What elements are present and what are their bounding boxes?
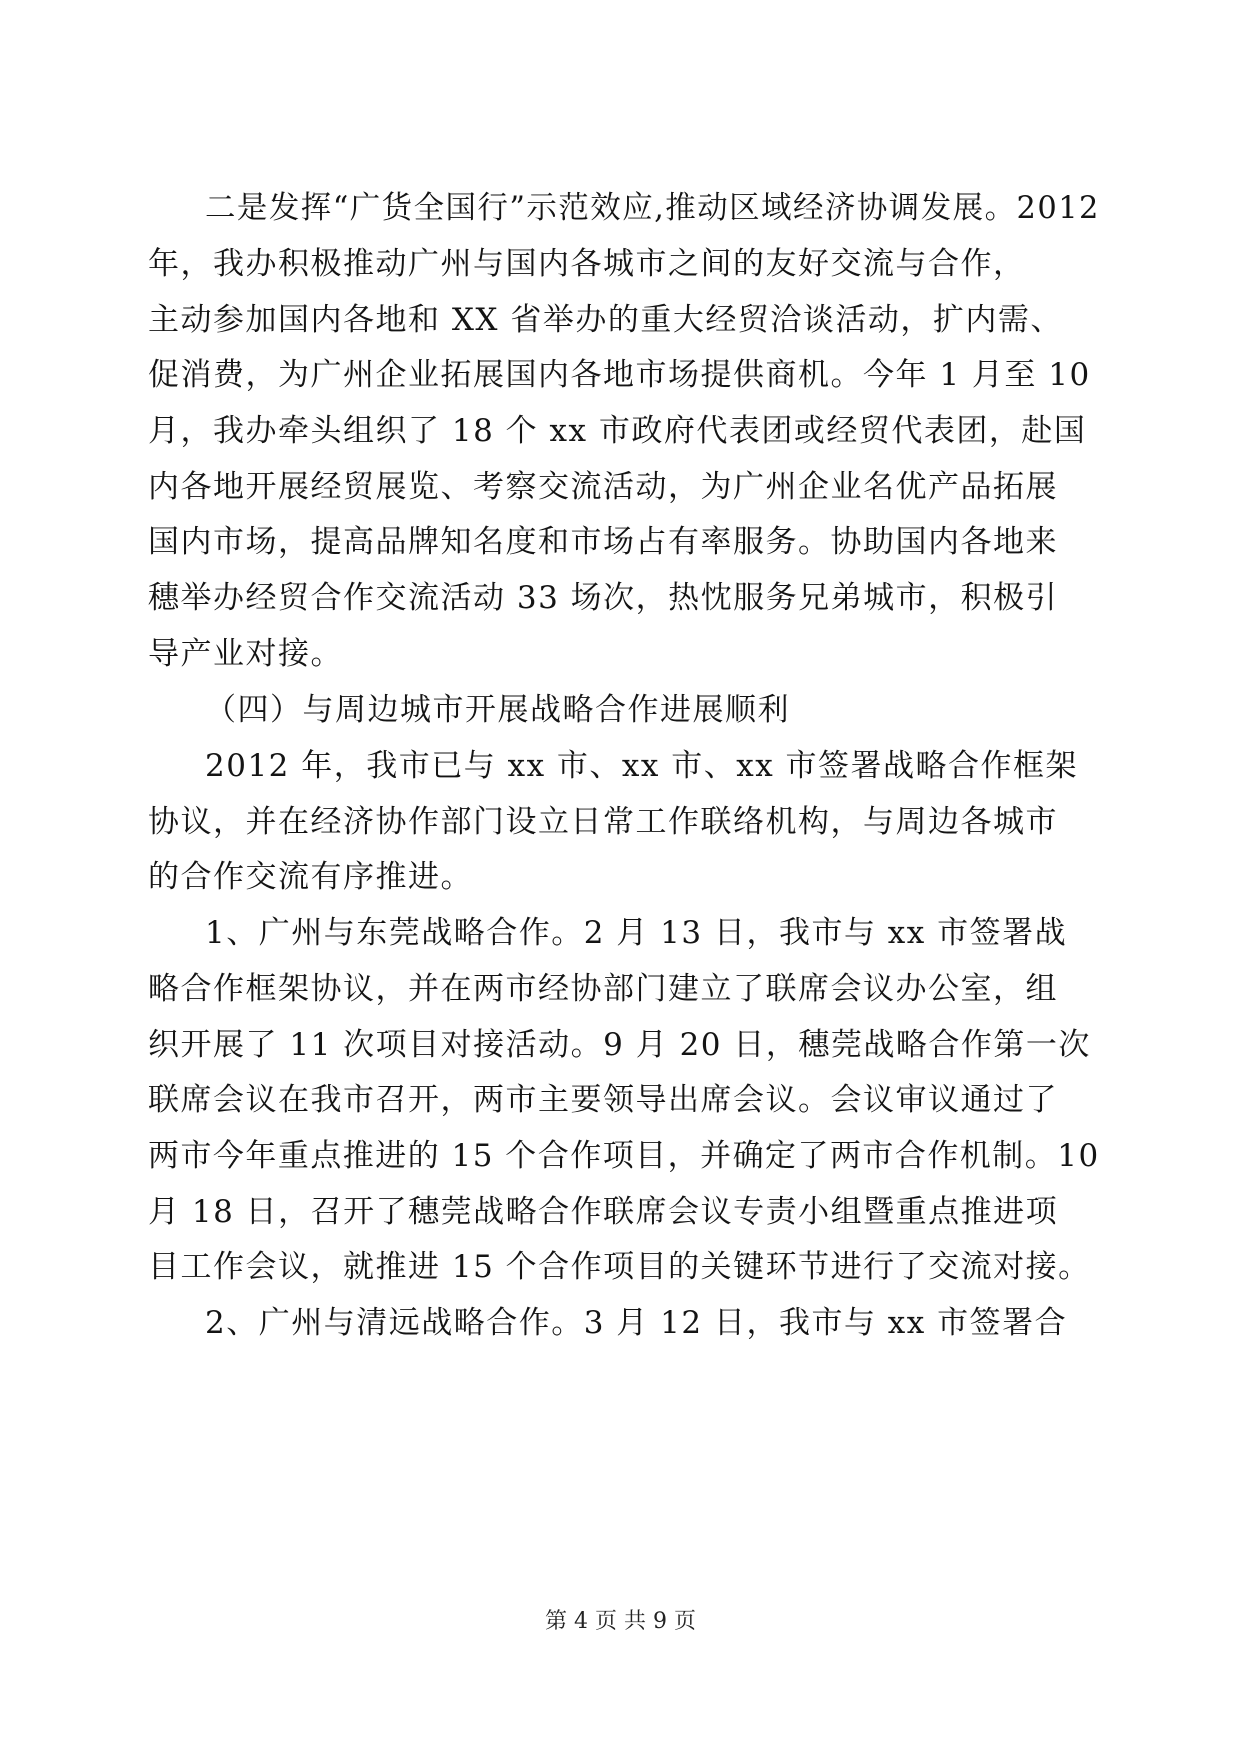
page-footer: 第 4 页 共 9 页 bbox=[545, 1609, 696, 1634]
section-heading: （四）与周边城市开展战略合作进展顺利 bbox=[205, 692, 790, 728]
text-line-16: 织开展了 11 次项目对接活动。9 月 20 日，穗莞战略合作第一次 bbox=[148, 1027, 1091, 1063]
text-line-2: 年，我办积极推动广州与国内各城市之间的友好交流与合作， bbox=[148, 246, 1026, 282]
text-line-8: 穗举办经贸合作交流活动 33 场次，热忱服务兄弟城市，积极引 bbox=[148, 580, 1059, 616]
text-line-17: 联席会议在我市召开，两市主要领导出席会议。会议审议通过了 bbox=[148, 1082, 1058, 1118]
text-line-3: 主动参加国内各地和 XX 省举办的重大经贸洽谈活动，扩内需、 bbox=[148, 302, 1063, 338]
text-line-19: 月 18 日，召开了穗莞战略合作联席会议专责小组暨重点推进项 bbox=[148, 1194, 1059, 1230]
text-line-11: 2012 年，我市已与 xx 市、xx 市、xx 市签署战略合作框架 bbox=[205, 748, 1079, 784]
text-line-4: 促消费，为广州企业拓展国内各地市场提供商机。今年 1 月至 10 bbox=[148, 357, 1091, 393]
text-line-21: 2、广州与清远战略合作。3 月 12 日，我市与 xx 市签署合 bbox=[205, 1305, 1068, 1341]
text-line-14: 1、广州与东莞战略合作。2 月 13 日，我市与 xx 市签署战 bbox=[205, 915, 1068, 951]
text-line-18: 两市今年重点推进的 15 个合作项目，并确定了两市合作机制。10 bbox=[148, 1138, 1100, 1174]
text-line-20: 目工作会议，就推进 15 个合作项目的关键环节进行了交流对接。 bbox=[148, 1249, 1091, 1285]
text-line-15: 略合作框架协议，并在两市经协部门建立了联席会议办公室，组 bbox=[148, 971, 1058, 1007]
text-line-7: 国内市场，提高品牌知名度和市场占有率服务。协助国内各地来 bbox=[148, 524, 1058, 560]
text-line-6: 内各地开展经贸展览、考察交流活动，为广州企业名优产品拓展 bbox=[148, 469, 1058, 505]
text-line-9: 导产业对接。 bbox=[148, 636, 343, 672]
text-line-1: 二是发挥“广货全国行”示范效应,推动区域经济协调发展。2012 bbox=[205, 190, 1100, 226]
text-line-12: 协议，并在经济协作部门设立日常工作联络机构，与周边各城市 bbox=[148, 804, 1058, 840]
text-line-13: 的合作交流有序推进。 bbox=[148, 859, 473, 895]
text-line-5: 月，我办牵头组织了 18 个 xx 市政府代表团或经贸代表团，赴国 bbox=[148, 413, 1087, 449]
